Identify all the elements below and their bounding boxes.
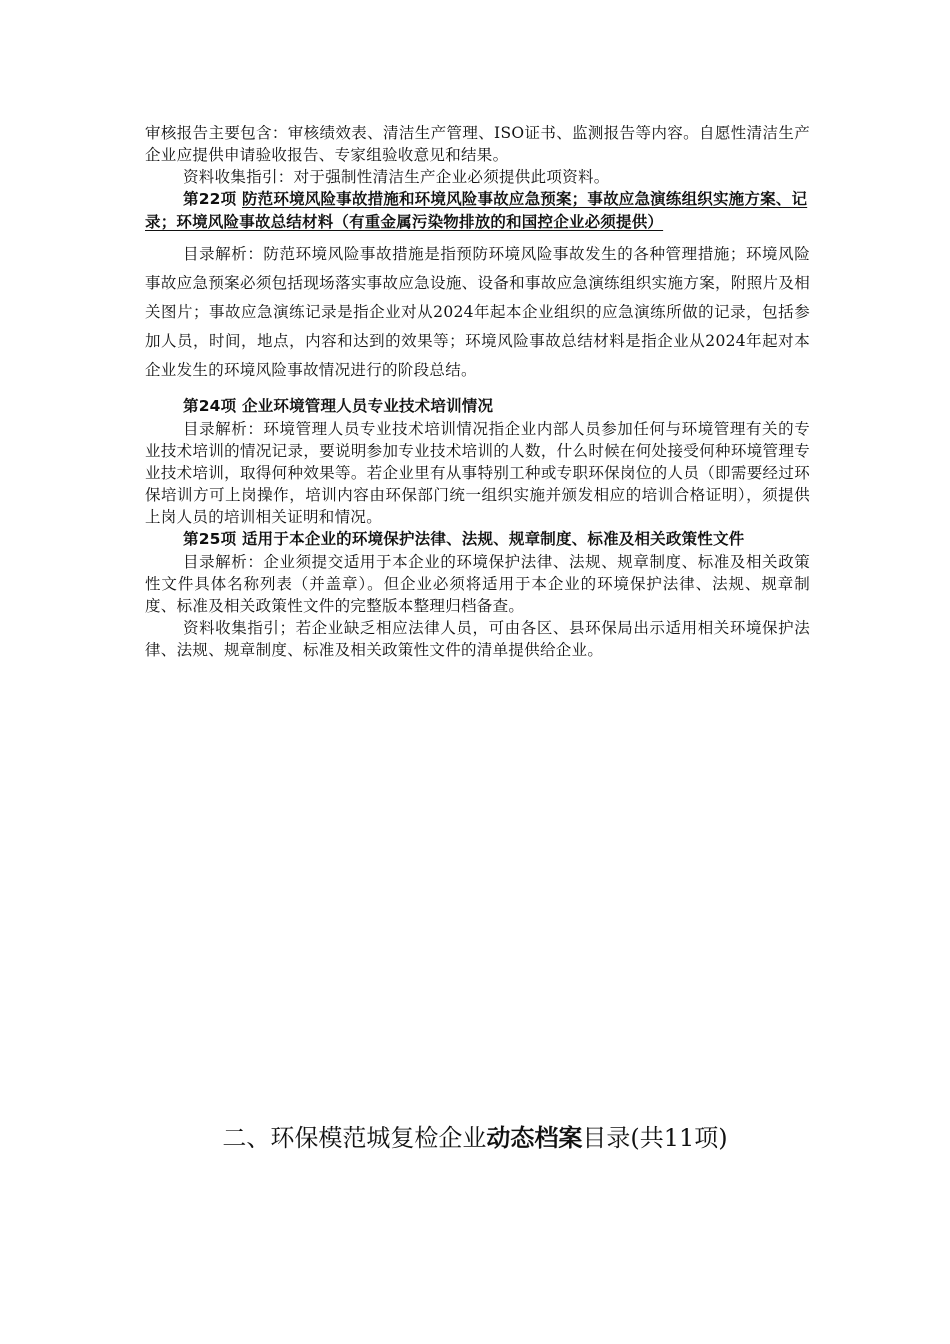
document-body	[145, 122, 810, 661]
intro-collect-guide: 资料收集指引：对于强制性清洁生产企业必须提供此项资料。	[183, 168, 610, 186]
section-title	[0, 1120, 950, 1156]
item22-number: 第22项	[183, 190, 237, 208]
section-title-prefix: 二、环保模范城复检企业	[222, 1124, 487, 1152]
item22-analysis: 目录解析：防范环境风险事故措施是指预防环境风险事故发生的各种管理措施；环境风险事故应急预案必须包括现场落实事故应急设施、设备和事故应急演练组织实施方案，附照片及相关图片；事故应急演练记录是指企业对从2024年起本企业组织的应急演练所做的记录，包括参加人员，时间，地点，内容和达到的效果等；环境风险事故总结材料是指企业从2024年起对本企业发生的环境风险事故情况进行的阶段总结。	[145, 245, 810, 379]
section-title-suffix: 目录(共11项)	[582, 1124, 728, 1152]
item22-heading	[145, 188, 810, 234]
item25-analysis: 目录解析：企业须提交适用于本企业的环境保护法律、法规、规章制度、标准及相关政策性文件具体名称列表（并盖章）。但企业必须将适用于本企业的环境保护法律、法规、规章制度、标准及相关政策性文件的完整版本整理归档备查。	[145, 553, 810, 615]
item24-heading	[145, 395, 810, 418]
item25-number: 第25项	[183, 530, 237, 548]
intro-paragraph: 审核报告主要包含：审核绩效表、清洁生产管理、ISO证书、监测报告等内容。自愿性清洁生产企业应提供申请验收报告、专家组验收意见和结果。	[145, 124, 810, 164]
item24-analysis: 目录解析：环境管理人员专业技术培训情况指企业内部人员参加任何与环境管理有关的专业技术培训的情况记录，要说明参加专业技术培训的人数，什么时候在何处接受何种环境管理专业技术培训，取得何种效果等。若企业里有从事特别工种或专职环保岗位的人员（即需要经过环保培训方可上岗操作，培训内容由环保部门统一组织实施并颁发相应的培训合格证明），须提供上岗人员的培训相关证明和情况。	[145, 420, 810, 526]
item22-title: 防范环境风险事故措施和环境风险事故应急预案；事故应急演练组织实施方案、记录；环境风险事故总结材料（有重金属污染物排放的和国控企业必须提供）	[145, 190, 808, 231]
section-title-bold: 动态档案	[486, 1124, 583, 1152]
item24-number: 第24项	[183, 397, 237, 415]
item25-collect-guide: 资料收集指引；若企业缺乏相应法律人员，可由各区、县环保局出示适用相关环境保护法律、法规、规章制度、标准及相关政策性文件的清单提供给企业。	[145, 619, 810, 659]
item24-title: 企业环境管理人员专业技术培训情况	[241, 397, 494, 415]
item25-title: 适用于本企业的环境保护法律、法规、规章制度、标准及相关政策性文件	[241, 530, 745, 548]
item25-heading	[145, 528, 810, 551]
